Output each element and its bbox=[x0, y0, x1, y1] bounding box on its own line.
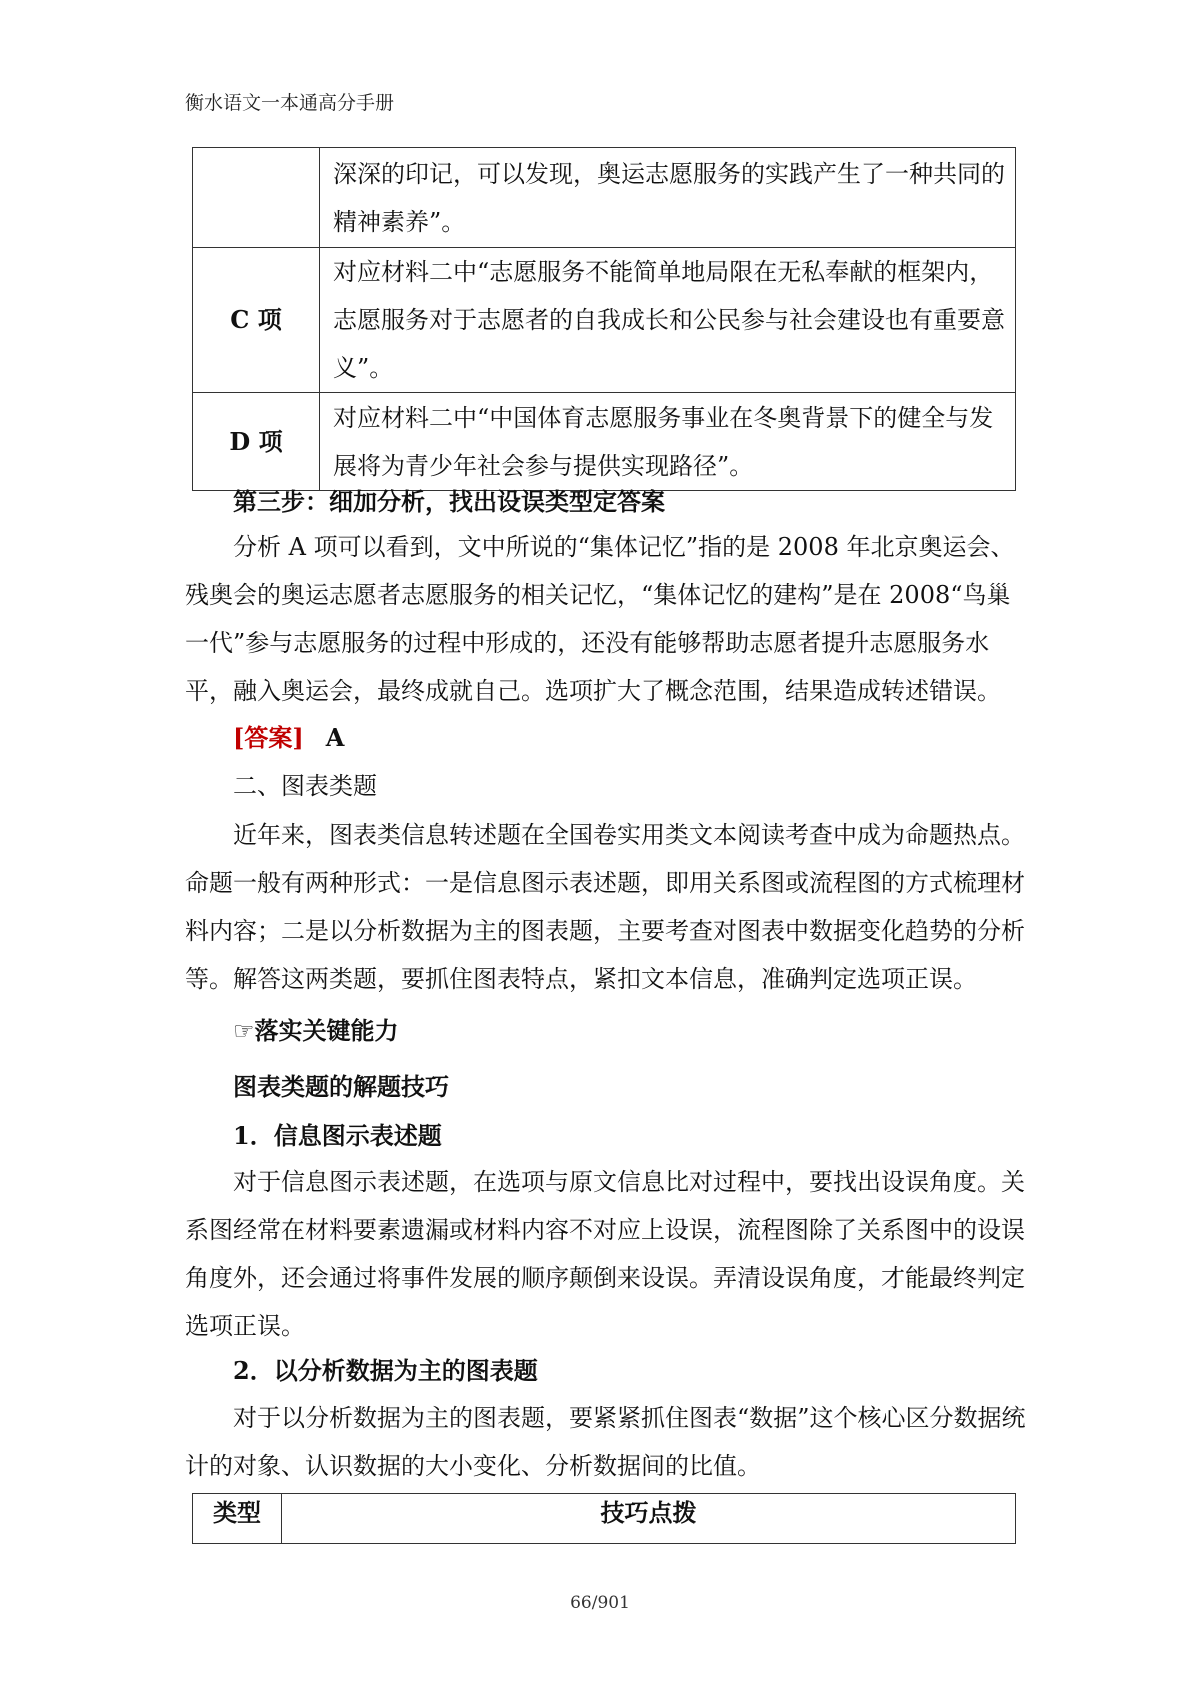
table-cell-text: 对应材料二中“志愿服务不能简单地局限在无私奉献的框架内，志愿服务对于志愿者的自我成长和公民参与社会建设也有重要意义”。 bbox=[320, 248, 1016, 393]
table-header-row bbox=[193, 1494, 1016, 1544]
table-row bbox=[193, 148, 1016, 248]
table-cell-text: 深深的印记，可以发现，奥运志愿服务的实践产生了一种共同的精神素养”。 bbox=[320, 148, 1016, 248]
key-ability-heading bbox=[233, 1011, 399, 1051]
table-cell-label: D 项 bbox=[193, 393, 320, 491]
section-intro-text: 近年来，图表类信息转述题在全国卷实用类文本阅读考查中成为命题热点。命题一般有两种形式：一是信息图示表述题，即用关系图或流程图的方式梳理材料内容；二是以分析数据为主的图表题，主要考查对图表中数据变化趋势的分析等。解答这两类题，要抓住图表特点，紧扣文本信息，准确判定选项正误。 bbox=[185, 821, 1025, 993]
pointing-hand-icon: ☞ bbox=[233, 1017, 255, 1045]
section-heading: 二、图表类题 bbox=[233, 772, 377, 800]
table-cell-label: C 项 bbox=[193, 248, 320, 393]
table-row bbox=[193, 393, 1016, 491]
skill-paragraph-1 bbox=[185, 1158, 1027, 1350]
skill-text-2: 对于以分析数据为主的图表题，要紧紧抓住图表“数据”这个核心区分数据统计的对象、认识数据的大小变化、分析数据间的比值。 bbox=[185, 1404, 1026, 1480]
answer-mapping-table bbox=[192, 147, 1016, 491]
analysis-paragraph bbox=[185, 523, 1027, 715]
key-ability-label: 落实关键能力 bbox=[254, 1016, 399, 1045]
analysis-text: 分析 A 项可以看到，文中所说的“集体记忆”指的是 2008 年北京奥运会、残奥会的奥运志愿者志愿服务的相关记忆，“集体记忆的建构”是在 2008“鸟巢一代”参与志愿服务的过程中形成的，还没有能够帮助志愿者提升志愿服务水平，融入奥运会，最终成就自己。选项扩大了概念范围，结果造成转述错误。 bbox=[185, 533, 1015, 705]
page-number: 66/901 bbox=[570, 1593, 630, 1613]
table-cell-label bbox=[193, 148, 320, 248]
skill-text-1: 对于信息图示表述题，在选项与原文信息比对过程中，要找出设误角度。关系图经常在材料要素遗漏或材料内容不对应上设误，流程图除了关系图中的设误角度外，还会通过将事件发展的顺序颠倒来设误。弄清设误角度，才能最终判定选项正误。 bbox=[185, 1168, 1025, 1340]
section-intro-paragraph bbox=[185, 811, 1027, 1003]
step3-heading: 第三步：细加分析，找出设误类型定答案 bbox=[233, 487, 665, 516]
skill-paragraph-2 bbox=[185, 1394, 1027, 1490]
table-header-type: 类型 bbox=[193, 1494, 282, 1544]
table-row bbox=[193, 248, 1016, 393]
table-cell-text: 对应材料二中“中国体育志愿服务事业在冬奥背景下的健全与发展将为青少年社会参与提供实现路径”。 bbox=[320, 393, 1016, 491]
answer-value: A bbox=[325, 723, 345, 752]
answer-line bbox=[233, 718, 344, 758]
skills-title: 图表类题的解题技巧 bbox=[233, 1072, 449, 1101]
skill-heading-1: 1．信息图示表述题 bbox=[233, 1121, 442, 1150]
running-header: 衡水语文一本通高分手册 bbox=[185, 92, 395, 114]
skill-heading-2: 2．以分析数据为主的图表题 bbox=[233, 1356, 538, 1385]
table-header-tips: 技巧点拨 bbox=[282, 1494, 1016, 1544]
answer-tag: [答案] bbox=[233, 723, 304, 752]
skills-table bbox=[192, 1493, 1016, 1544]
